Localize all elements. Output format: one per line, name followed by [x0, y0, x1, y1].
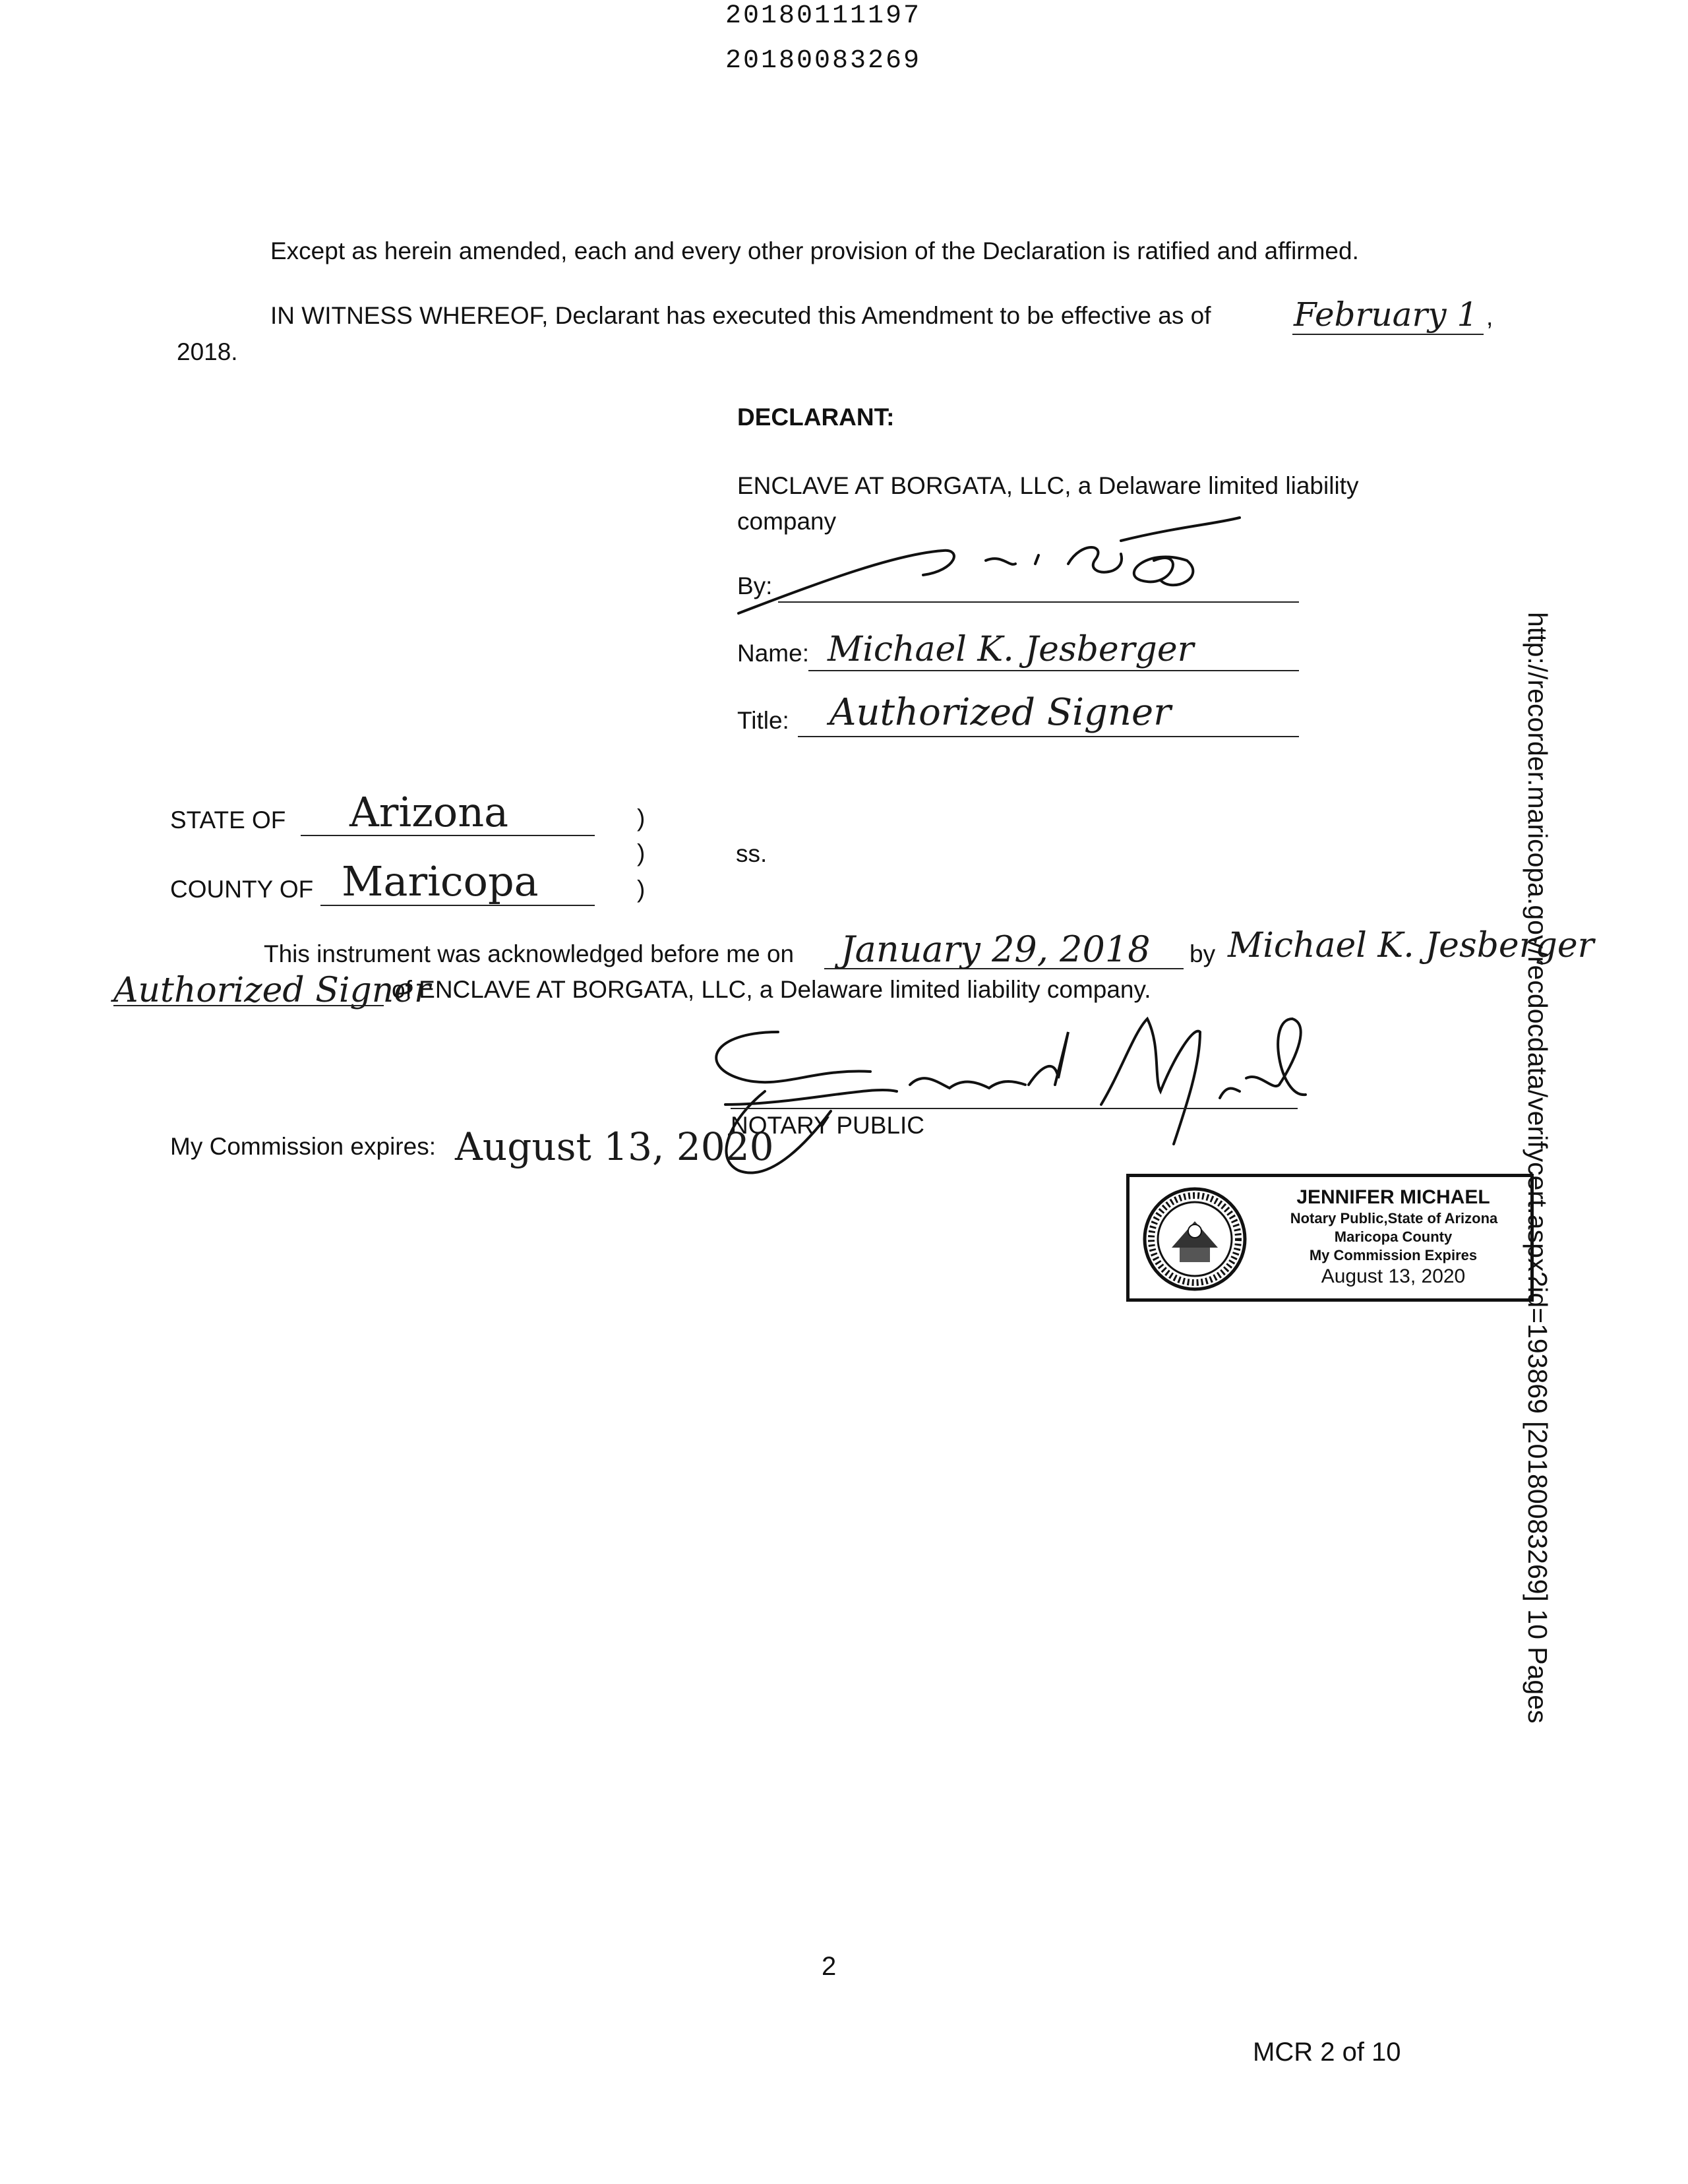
effective-date-handwritten: February 1 — [1294, 295, 1478, 334]
notary-signature — [699, 1006, 1319, 1184]
witness-comma: , — [1486, 303, 1493, 330]
acknowledgment-signer-handwritten: Michael K. Jesberger — [1228, 926, 1594, 965]
state-line — [301, 835, 595, 836]
declarant-entity-line1: ENCLAVE AT BORGATA, LLC, a Delaware limited liability — [737, 472, 1359, 499]
declarant-entity-line2: company — [737, 508, 837, 535]
effective-date-line — [1292, 334, 1484, 335]
state-handwritten: Arizona — [349, 788, 509, 836]
name-handwritten: Michael K. Jesberger — [828, 630, 1194, 669]
title-line — [798, 736, 1299, 737]
declarant-heading: DECLARANT: — [737, 404, 895, 431]
arizona-state-seal-icon — [1139, 1185, 1251, 1294]
paren-2: ) — [637, 839, 646, 866]
title-handwritten: Authorized Signer — [829, 691, 1171, 734]
acknowledgment-capacity-line — [113, 1005, 384, 1006]
verification-side-note: http://recorder.maricopa.gov/recdocdata/verifycert.aspx?id=193869 [20180083269] 10 Pages — [1522, 612, 1553, 1724]
county-label: COUNTY OF — [170, 876, 314, 903]
paren-3: ) — [637, 876, 646, 903]
commission-expires-handwritten: August 13, 2020 — [455, 1124, 774, 1169]
name-label: Name: — [737, 640, 809, 667]
county-handwritten: Maricopa — [342, 857, 539, 905]
notary-signature-line — [731, 1108, 1298, 1109]
commission-expires-label: My Commission expires: — [170, 1133, 436, 1160]
title-label: Title: — [737, 707, 789, 734]
acknowledgment-date-handwritten: January 29, 2018 — [841, 928, 1151, 970]
seal-line-2: Notary Public,State of Arizona — [1290, 1210, 1498, 1227]
recording-number-2: 20180083269 — [725, 46, 922, 76]
notary-seal-stamp — [1126, 1174, 1534, 1302]
notary-public-label: NOTARY PUBLIC — [731, 1112, 925, 1139]
acknowledgment-date-line — [824, 968, 1184, 969]
page-number: 2 — [822, 1952, 837, 1981]
ratification-paragraph: Except as herein amended, each and every other provision of the Declaration is ratified and affirmed. — [270, 237, 1359, 264]
recording-number-1: 20180111197 — [725, 1, 922, 31]
acknowledgment-capacity-handwritten: Authorized Signer — [113, 971, 431, 1010]
mcr-page-count: MCR 2 of 10 — [1253, 2038, 1401, 2067]
name-line — [808, 670, 1299, 671]
witness-paragraph: IN WITNESS WHEREOF, Declarant has executed this Amendment to be effective as of — [270, 302, 1211, 329]
county-line — [320, 905, 595, 906]
acknowledgment-by-label: by — [1190, 940, 1216, 967]
seal-line-4: My Commission Expires — [1309, 1247, 1478, 1263]
ss-label: ss. — [736, 840, 768, 867]
acknowledgment-text: This instrument was acknowledged before me on — [264, 940, 795, 967]
seal-notary-name: JENNIFER MICHAEL — [1296, 1186, 1490, 1208]
seal-line-3: Maricopa County — [1334, 1228, 1453, 1245]
seal-line-5: August 13, 2020 — [1321, 1265, 1466, 1287]
paren-1: ) — [637, 804, 646, 832]
by-label: By: — [737, 572, 773, 599]
state-label: STATE OF — [170, 806, 286, 834]
effective-year: 2018. — [177, 338, 238, 365]
declarant-signature — [725, 514, 1253, 626]
acknowledgment-entity-text: of ENCLAVE AT BORGATA, LLC, a Delaware limited liability company. — [392, 976, 1151, 1003]
